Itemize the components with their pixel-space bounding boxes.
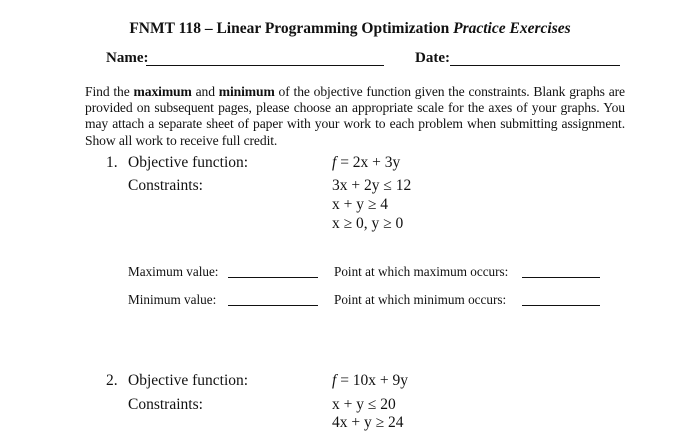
problem-2-objective-label: Objective function: [128, 372, 249, 389]
problem-1-constraints-label: Constraints: [128, 177, 203, 194]
maximum-value-blank[interactable] [228, 277, 318, 278]
problem-2-constraint-1: x + y ≤ 20 [332, 396, 396, 413]
problem-1-number: 1. [106, 154, 118, 171]
keyword-maximum: maximum [133, 84, 192, 99]
min-point-blank[interactable] [522, 305, 600, 306]
problem-1-constraint-2: x + y ≥ 4 [332, 196, 388, 213]
problem-1-constraint-3: x ≥ 0, y ≥ 0 [332, 215, 404, 232]
problem-2-objective-function: f = 10x + 9y [332, 372, 409, 389]
date-label: Date: [415, 50, 450, 66]
page-title: FNMT 118 – Linear Programming Optimization Practice Exercises [129, 20, 571, 37]
page-subtitle: Practice Exercises [453, 20, 571, 37]
problem-1-objective-label: Objective function: [128, 154, 249, 171]
problem-2-constraint-2: 4x + y ≥ 24 [332, 414, 404, 431]
keyword-minimum: minimum [218, 84, 275, 99]
problem-1-constraint-1: 3x + 2y ≤ 12 [332, 177, 412, 194]
max-point-blank[interactable] [522, 277, 600, 278]
minimum-value-label: Minimum value: [128, 292, 217, 307]
date-field-line[interactable] [450, 65, 620, 66]
maximum-value-label: Maximum value: [128, 264, 219, 279]
problem-1-objective-function: f = 2x + 3y [332, 154, 401, 171]
problem-2-number: 2. [106, 372, 118, 389]
max-point-label: Point at which maximum occurs: [334, 264, 509, 279]
instructions-paragraph: Find the maximum and minimum of the objective function given the constraints. Blank graphs are provided on subsequent pages, please choose an appropriate scale for the axes of your graphs. You may attach a separate sheet of paper with your work to each problem when submitting assignment. Show all work to receive full credit. [85, 84, 625, 148]
name-field-line[interactable] [146, 65, 384, 66]
min-point-label: Point at which minimum occurs: [334, 292, 507, 307]
name-label: Name: [106, 50, 149, 66]
minimum-value-blank[interactable] [228, 305, 318, 306]
problem-2-constraints-label: Constraints: [128, 396, 203, 413]
